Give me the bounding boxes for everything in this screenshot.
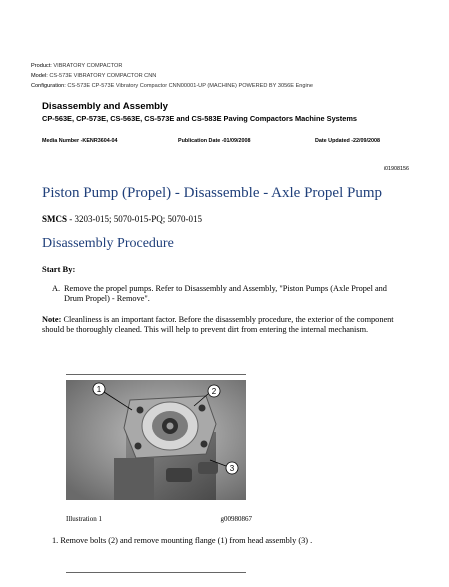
step-a-text: Remove the propel pumps. Refer to Disassembly and Assembly, "Piston Pumps (Axle Propel and Drum Propel) - Remove". <box>64 284 387 303</box>
smcs-value: - 3203-015; 5070-015-PQ; 5070-015 <box>69 214 203 224</box>
document-id: i01908156 <box>383 166 409 172</box>
model-line <box>31 73 156 79</box>
product-value: VIBRATORY COMPACTOR <box>53 63 123 69</box>
procedure-title: Disassembly Procedure <box>42 236 174 251</box>
illustration-photo <box>66 380 246 500</box>
step-a-label: A. <box>52 284 61 293</box>
product-line <box>31 63 122 69</box>
start-by-label: Start By: <box>42 264 76 274</box>
config-value: CS-573E CP-573E Vibratory Compactor CNN00001-UP (MACHINE) POWERED BY 3056E Engine <box>67 83 313 89</box>
model-value: CS-573E VIBRATORY COMPACTOR CNN <box>49 73 157 79</box>
date-updated: Date Updated -22/09/2008 <box>315 138 381 144</box>
note-label: Note: <box>42 315 62 324</box>
configuration-line <box>31 83 313 89</box>
product-label: Product: <box>31 63 52 69</box>
pump-photo <box>66 380 246 500</box>
callout-2: 2 <box>211 387 217 396</box>
step-1-label: 1. <box>52 536 59 545</box>
illustration-caption: Illustration 1 <box>66 515 102 523</box>
publication-date: Publication Date -01/09/2008 <box>178 138 251 144</box>
step-1-text: Remove bolts (2) and remove mounting flange (1) from head assembly (3) . <box>60 536 313 545</box>
config-label: Configuration: <box>31 83 66 89</box>
media-number: Media Number -KENR3604-04 <box>42 138 118 144</box>
illustration-top-rule <box>66 374 246 375</box>
page-title: Piston Pump (Propel) - Disassemble - Axle Propel Pump <box>42 185 382 201</box>
bottom-rule <box>66 572 246 573</box>
step-1 <box>52 536 312 545</box>
cleanliness-note <box>42 315 408 335</box>
smcs-label: SMCS <box>42 214 68 224</box>
document-title: Disassembly and Assembly <box>42 101 169 112</box>
callout-3: 3 <box>229 464 235 473</box>
model-label: Model: <box>31 73 48 79</box>
illustration-id: g00980867 <box>220 515 252 523</box>
note-text: Cleanliness is an important factor. Before the disassembly procedure, the exterior of the component should be thoroughly cleaned. This will help to prevent dirt from entering the internal mechanism. <box>42 315 394 334</box>
document-subtitle: CP-563E, CP-573E, CS-563E, CS-573E and CS-583E Paving Compactors Machine Systems <box>42 114 358 123</box>
callout-1: 1 <box>96 385 102 394</box>
smcs-line <box>42 214 202 224</box>
